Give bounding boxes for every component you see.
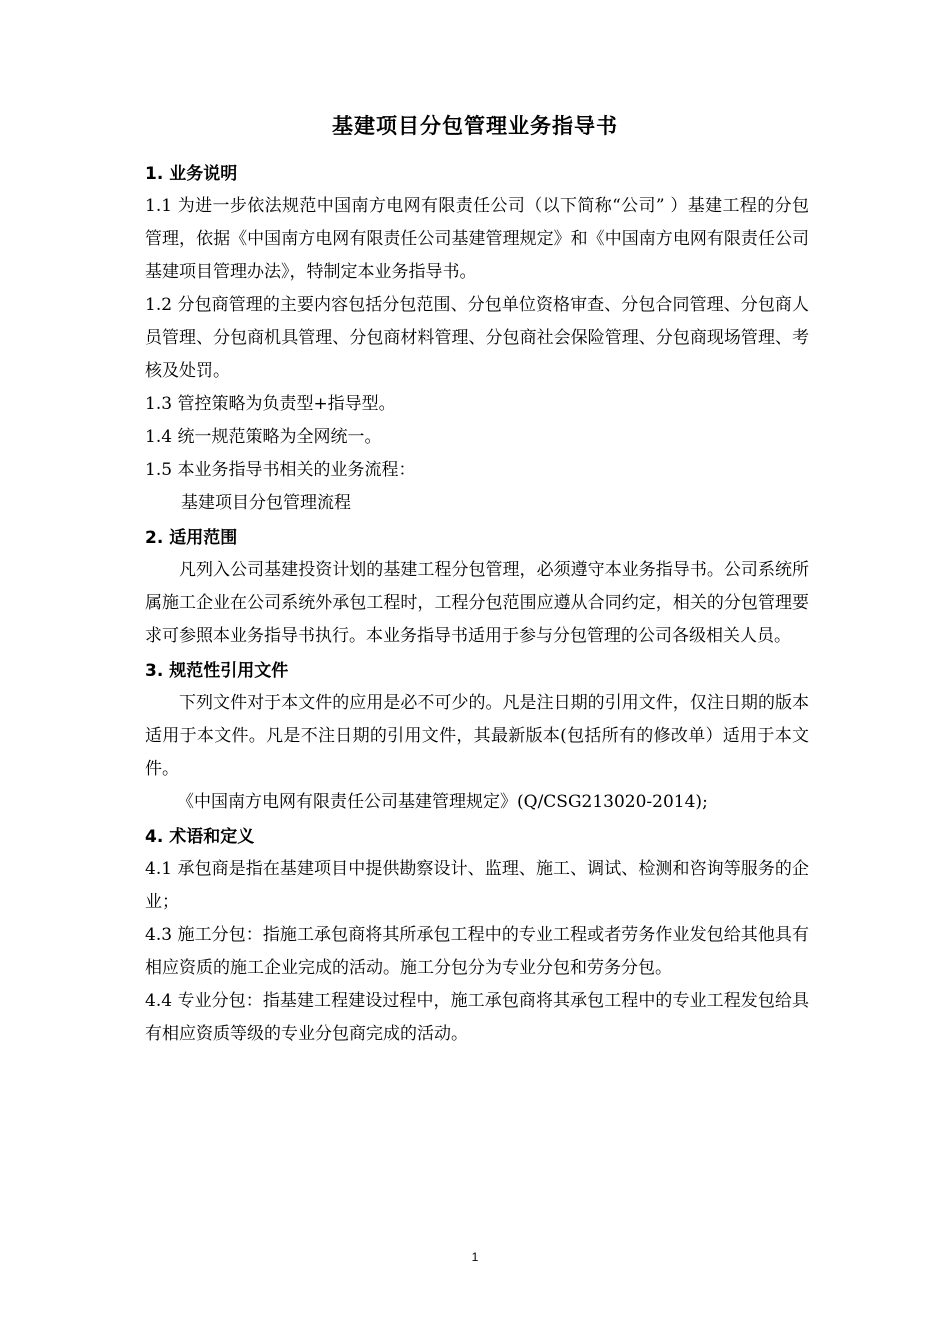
reference-document: 《中国南方电网有限责任公司基建管理规定》(Q/CSG213020-2014); bbox=[177, 792, 708, 812]
paragraph-1-5: 1.5 本业务指导书相关的业务流程： bbox=[145, 460, 416, 480]
paragraph-1-4: 1.4 统一规范策略为全网统一。 bbox=[145, 427, 382, 447]
paragraph-1-1: 1.1 为进一步依法规范中国南方电网有限责任公司（以下简称“公司” ）基建工程的分包管理，依据《中国南方电网有限责任公司基建管理规定》和《中国南方电网有限责任公司基建项目管理办法》，特制定本业务指导书。 bbox=[145, 196, 809, 282]
document-title: 基建项目分包管理业务指导书 bbox=[332, 114, 618, 138]
paragraph-2-1: 凡列入公司基建投资计划的基建工程分包管理，必须遵守本业务指导书。公司系统所属施工企业在公司系统外承包工程时，工程分包范围应遵从合同约定，相关的分包管理要求可参照本业务指导书执行。本业务指导书适用于参与分包管理的公司各级相关人员。 bbox=[145, 560, 809, 646]
paragraph-1-3: 1.3 管控策略为负责型+指导型。 bbox=[145, 394, 396, 414]
paragraph-3-1: 下列文件对于本文件的应用是必不可少的。凡是注日期的引用文件，仅注日期的版本适用于本文件。凡是不注日期的引用文件，其最新版本(包括所有的修改单）适用于本文件。 bbox=[145, 693, 809, 779]
section-heading-1: 1. 业务说明 bbox=[145, 164, 238, 184]
paragraph-4-3: 4.3 施工分包：指施工承包商将其所承包工程中的专业工程或者劳务作业发包给其他具有相应资质的施工企业完成的活动。施工分包分为专业分包和劳务分包。 bbox=[145, 925, 809, 978]
paragraph-4-1: 4.1 承包商是指在基建项目中提供勘察设计、监理、施工、调试、检测和咨询等服务的企业； bbox=[145, 859, 809, 912]
section-heading-2: 2. 适用范围 bbox=[145, 528, 238, 548]
process-name: 基建项目分包管理流程 bbox=[181, 493, 351, 513]
page-number: 1 bbox=[471, 1250, 479, 1264]
paragraph-1-2: 1.2 分包商管理的主要内容包括分包范围、分包单位资格审查、分包合同管理、分包商人员管理、分包商机具管理、分包商材料管理、分包商社会保险管理、分包商现场管理、考核及处罚。 bbox=[145, 295, 809, 381]
document-body bbox=[145, 158, 809, 1051]
section-heading-3: 3. 规范性引用文件 bbox=[145, 661, 289, 681]
section-heading-4: 4. 术语和定义 bbox=[145, 827, 255, 847]
paragraph-4-4: 4.4 专业分包：指基建工程建设过程中，施工承包商将其承包工程中的专业工程发包给具有相应资质等级的专业分包商完成的活动。 bbox=[145, 991, 809, 1044]
